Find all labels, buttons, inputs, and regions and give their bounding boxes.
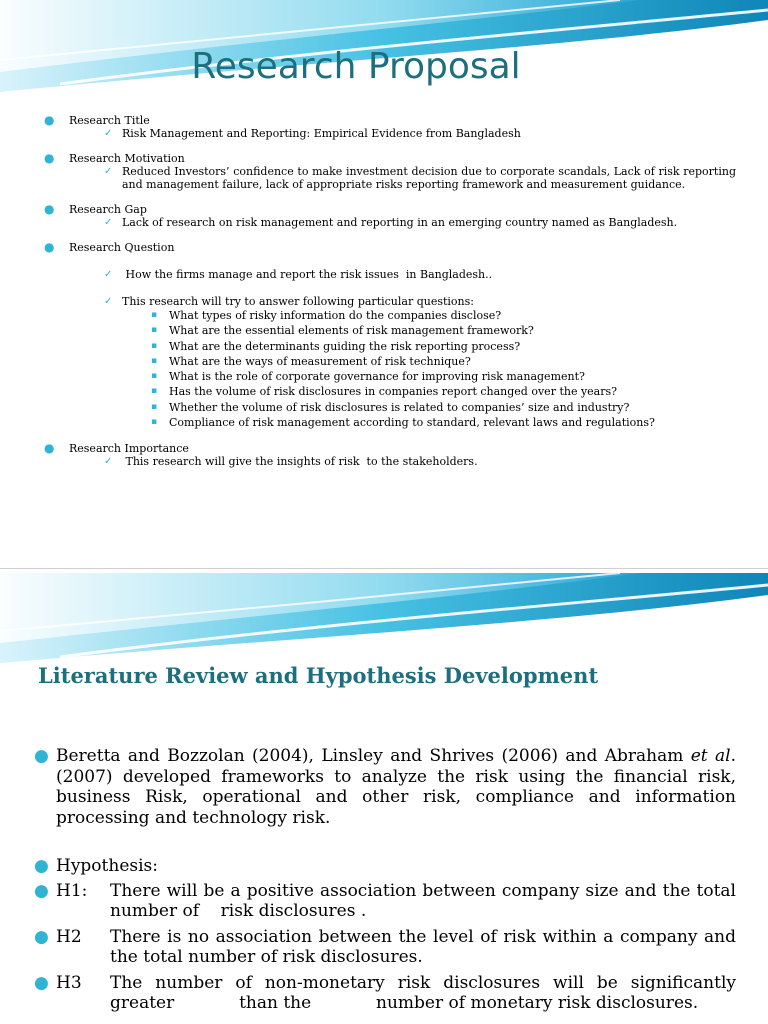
bullet-icon: ▪ — [151, 401, 158, 412]
question-item: What types of risky information do the companies disclose? — [169, 309, 502, 322]
wave-header-decoration — [0, 573, 768, 673]
bullet-icon: ▪ — [151, 340, 158, 351]
question-item: Whether the volume of risk disclosures is related to companies’ size and industry? — [169, 400, 630, 414]
bullet-icon: ▪ — [151, 355, 158, 366]
hypothesis-item — [34, 880, 747, 922]
checkmark-icon: ✓ — [104, 296, 113, 307]
slide-literature-review — [0, 573, 768, 1024]
slide-title: Research Proposal — [191, 46, 521, 87]
slide-title: Literature Review and Hypothesis Development — [38, 663, 599, 688]
bullet-icon: ● — [44, 202, 55, 216]
hypothesis-item — [34, 927, 736, 968]
section-research-gap — [44, 203, 744, 229]
hypothesis-heading: ● Hypothesis: — [34, 856, 158, 876]
question-item: Compliance of risk management according to standard, relevant laws and regulations? — [169, 416, 655, 430]
bullet-icon: ● — [34, 856, 49, 876]
bullet-icon: ● — [44, 240, 55, 254]
section-item: Risk Management and Reporting: Empirical Evidence from Bangladesh — [122, 127, 521, 140]
hypothesis-text: There is no association between the level of risk within a company and the total number of risk disclosures. — [110, 926, 736, 967]
bullet-icon: ▪ — [151, 310, 158, 320]
bullet-icon: ▪ — [151, 417, 158, 428]
bullet-icon: ● — [44, 441, 55, 456]
checkmark-icon: ✓ — [104, 128, 113, 139]
section-heading: Research Question — [69, 241, 175, 254]
hypothesis-item — [34, 972, 742, 1014]
hypothesis-label: H3 — [56, 972, 82, 993]
section-research-title — [44, 114, 744, 140]
checkmark-icon: ✓ — [104, 456, 113, 468]
section-research-importance — [44, 442, 744, 468]
bullet-icon: ▪ — [151, 371, 158, 382]
section-research-motivation — [44, 152, 744, 191]
section-item: Lack of research on risk management and reporting in an emerging country named as Bangladesh. — [122, 216, 678, 229]
checkmark-icon: ✓ — [104, 166, 113, 177]
bullet-icon: ● — [34, 880, 49, 901]
question-item: What are the ways of measurement of risk technique? — [169, 354, 471, 368]
bullet-icon: ▪ — [151, 325, 158, 336]
section-heading: Research Motivation — [69, 152, 185, 165]
bullet-icon: ● — [34, 746, 49, 766]
hypothesis-text: There will be a positive association between company size and the total number of risk disclosures . — [110, 880, 747, 921]
question-item: What is the role of corporate governance for improving risk management? — [169, 370, 585, 384]
proposal-content — [44, 114, 744, 480]
section-item: Reduced Investors’ confidence to make investment decision due to corporate scandals, Lack of risk reporting and management failure, lack of appropriate risks reporting framework and measurement guidance. — [122, 165, 736, 191]
hypothesis-label: H2 — [56, 926, 82, 947]
bullet-icon: ● — [44, 113, 55, 127]
question-item: What are the essential elements of risk management framework? — [169, 324, 534, 338]
section-heading: Research Gap — [69, 203, 147, 216]
bullet-icon: ● — [34, 972, 49, 993]
literature-paragraph: ● Beretta and Bozzolan (2004), Linsley and Shrives (2006) and Abraham et al. (2007) developed frameworks to analyze the risk using the financial risk, business Risk, operational and other risk, compliance and information processing and technology risk. — [34, 746, 736, 828]
section-heading: Research Importance — [69, 442, 189, 456]
bullet-icon: ▪ — [151, 386, 158, 397]
section-item: How the firms manage and report the risk issues in Bangladesh.. — [122, 268, 493, 281]
literature-content — [34, 746, 747, 1014]
question-item: What are the determinants guiding the risk reporting process? — [169, 339, 521, 353]
section-research-question — [44, 241, 744, 430]
bullet-icon: ● — [34, 926, 49, 947]
section-item: This research will try to answer following particular questions: — [122, 295, 474, 308]
section-item: This research will give the insights of risk to the stakeholders. — [122, 455, 478, 469]
section-heading: Research Title — [69, 114, 150, 127]
question-item: Has the volume of risk disclosures in companies report changed over the years? — [169, 385, 618, 399]
hypothesis-label: H1: — [56, 880, 88, 901]
bullet-icon: ● — [44, 151, 55, 165]
checkmark-icon: ✓ — [104, 217, 113, 228]
checkmark-icon: ✓ — [104, 269, 113, 280]
hypothesis-text: The number of non-monetary risk disclosures will be significantly greater than the number of monetary risk disclosures. — [110, 972, 742, 1013]
